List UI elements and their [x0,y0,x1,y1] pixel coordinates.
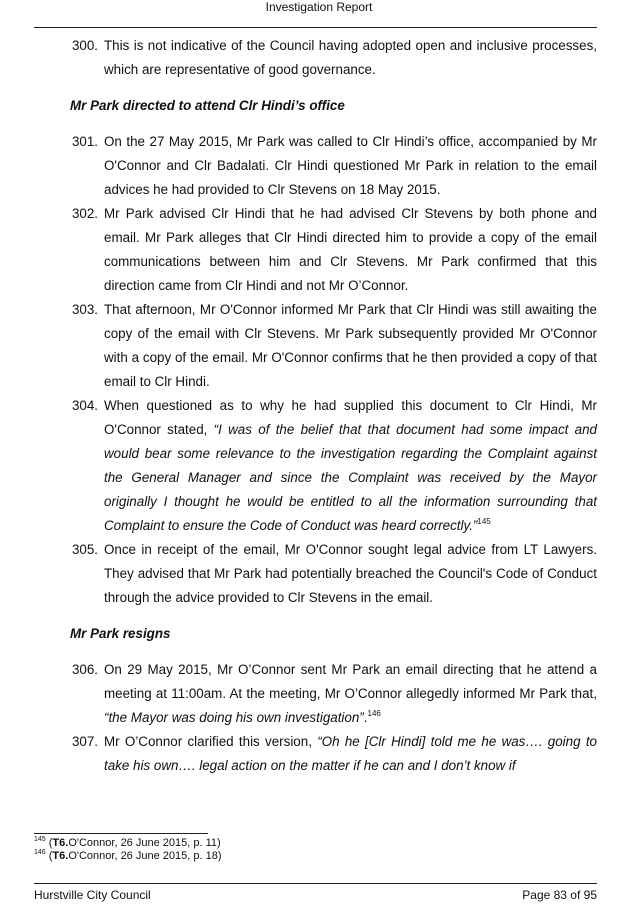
report-title: Investigation Report [265,0,373,14]
paragraph-number: 306. [71,662,98,677]
paragraph-number: 300. [71,38,98,53]
text-run: That afternoon, Mr O'Connor informed Mr Park that Clr Hindi was still awaiting the copy of the email with Clr Stevens. Mr Park subsequently provided Mr O'Connor with a copy of the email. Mr O'Connor confirms that he then provided a copy of that email to Clr Hindi. [104,302,597,389]
footnote-transcript-ref: T6. [52,850,69,862]
quoted-text: “Oh he [Clr Hindi] told me he was…. going to take his own…. legal action on the matter if he can and I don’t know if [104,734,597,773]
text-run: . [363,710,368,725]
text-run: Mr Park advised Clr Hindi that he had advised Clr Stevens by both phone and email. Mr Park alleges that Clr Hindi directed him to provide a copy of the email communications between him and Clr Stevens. Mr Park confirmed that this direction came from Clr Hindi and not Mr O’Connor. [104,206,597,293]
paragraph-text [104,298,597,394]
footnote [34,850,221,863]
section-heading-park-directed: Mr Park directed to attend Clr Hindi’s office [70,98,345,113]
text-run: This is not indicative of the Council having adopted open and inclusive processes, which are representative of good governance. [104,38,597,77]
footnote-citation: O'Connor, 26 June 2015, p. 11) [68,837,221,849]
footnote-number: 145 [34,836,46,843]
text-run: When questioned as to why he had supplied this document to Clr Hindi, Mr O'Connor stated, [104,398,597,437]
paragraph-text [104,394,597,538]
paragraph-number: 307. [71,734,98,749]
paragraph-number: 301. [71,134,98,149]
footnotes [34,837,221,863]
header-rule [34,27,597,28]
footnote-rule [34,833,208,834]
text-run: Mr O’Connor clarified this version, [104,734,318,749]
numbered-paragraph [34,34,597,82]
numbered-paragraph [34,730,597,778]
numbered-paragraph [34,130,597,202]
text-run: Once in receipt of the email, Mr O'Connor sought legal advice from LT Lawyers. They advised that Mr Park had potentially breached the Council's Code of Conduct through the advice provided to Clr Stevens in the email. [104,542,597,605]
footnote-number: 146 [34,849,46,856]
paragraph-text [104,202,597,298]
footer-rule [34,883,597,884]
footnote-reference: 145 [477,517,491,526]
numbered-paragraph [34,202,597,298]
paragraph-text [104,730,597,778]
numbered-paragraph [34,298,597,394]
paragraph-text [104,538,597,610]
page-header [0,0,638,14]
paragraph-number: 305. [71,542,98,557]
footer-organisation: Hurstville City Council [34,888,151,902]
text-run: On the 27 May 2015, Mr Park was called to Clr Hindi’s office, accompanied by Mr O'Connor and Clr Badalati. Clr Hindi questioned Mr Park in relation to the email advices he had provided to Clr Stevens on 18 May 2015. [104,134,597,197]
footnote-transcript-ref: T6. [52,837,69,849]
footnote-open-paren: ( [45,837,53,849]
text-run: On 29 May 2015, Mr O’Connor sent Mr Park an email directing that he attend a meeting at 11:00am. At the meeting, Mr O’Connor allegedly informed Mr Park that, [104,662,597,701]
numbered-paragraph [34,658,597,730]
paragraph-group-b [34,130,597,610]
paragraph-text [104,34,597,82]
quoted-text: “I was of the belief that that document had some impact and would bear some relevance to the investigation regarding the Complaint against the General Manager and since the Complaint was received by the Mayor originally I thought he would be entitled to all the information surrounding that Complaint to ensure the Code of Conduct was heard correctly.” [104,422,597,533]
section-heading-park-resigns: Mr Park resigns [70,626,171,641]
paragraph-text [104,658,597,730]
footnote-open-paren: ( [45,850,53,862]
quoted-text: “the Mayor was doing his own investigation” [104,710,364,725]
footnote [34,837,221,850]
numbered-paragraph [34,538,597,610]
paragraph-group-c [34,658,597,778]
paragraph-text [104,130,597,202]
footnote-reference: 146 [367,709,381,718]
footnote-citation: O'Connor, 26 June 2015, p. 18) [68,850,222,862]
numbered-paragraph [34,394,597,538]
footer-page-number: Page 83 of 95 [522,888,597,902]
paragraph-number: 302. [71,206,98,221]
page-footer [34,888,597,902]
paragraph-number: 304. [71,398,98,413]
paragraph-number: 303. [71,302,98,317]
page-content [34,34,597,778]
paragraph-group-a [34,34,597,82]
